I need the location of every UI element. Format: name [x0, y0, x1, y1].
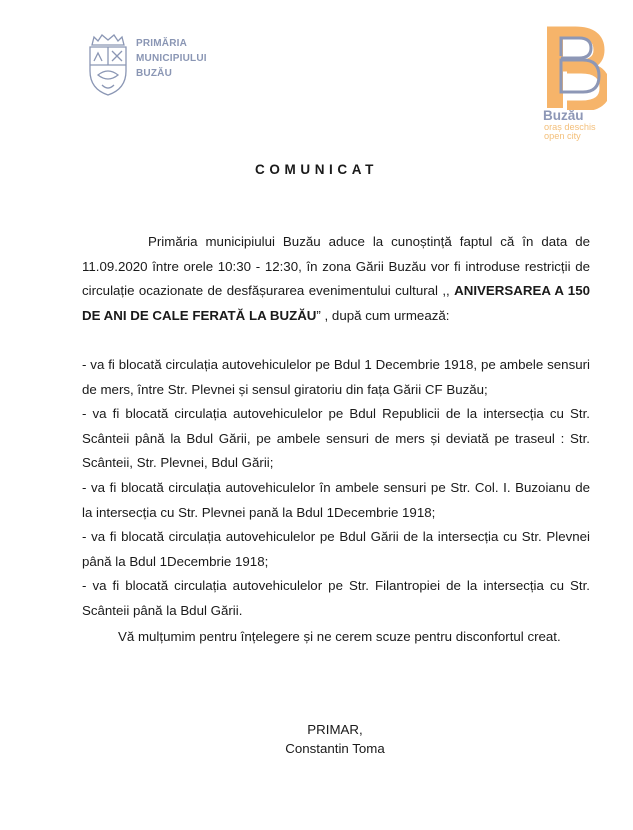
restriction-item: - va fi blocată circulația autovehiculelor pe Str. Filantropiei de la intersecția cu Str. Scânteii până la Bdul Gării. [82, 578, 590, 618]
signature-role: PRIMAR, [307, 722, 363, 737]
restriction-item: - va fi blocată circulația autovehiculelor pe Bdul Gării de la intersecția cu Str. Plevnei până la Bdul 1Decembrie 1918; [82, 529, 590, 569]
restriction-item: - va fi blocată circulația autovehiculelor în ambele sensuri pe Str. Col. I. Buzoianu de la intersecția cu Str. Plevnei pană la Bdul 1Decembrie 1918; [82, 479, 590, 520]
intro-ending: ” , după cum urmează: [316, 307, 450, 323]
signature-block [0, 720, 633, 758]
document-body [82, 230, 590, 646]
restriction-item: - va fi blocată circulația autovehiculelor pe Bdul Republicii de la intersecția cu Str. Scânteii până la Bdul Gării, pe ambele sensuri de mers și deviată pe traseul : Str. Scânteii, Str. Plevnei, Bdul Gării; [82, 406, 590, 471]
institution-line-2: MUNICIPIULUI [136, 53, 207, 64]
institution-line-3: BUZĂU [136, 68, 172, 79]
intro-text: Primăria municipiului Buzău aduce la cunoștință faptul că în data de 11.09.2020 între orele 10:30 - 12:30, în zona Gării Buzău vor fi introduse restricții de circulație ocazionate de desfășurarea evenimentului cultural ,, [82, 234, 590, 299]
signature-name: Constantin Toma [285, 741, 385, 756]
brand-tagline-line-2: open city [544, 131, 581, 141]
brand-name: Buzău [543, 108, 584, 123]
brand-b-icon [541, 26, 607, 110]
event-name: ANIVERSAREA A 150 DE ANI DE CALE FERATĂ LA BUZĂU [82, 283, 590, 323]
restriction-item: - va fi blocată circulația autovehiculelor pe Bdul 1 Decembrie 1918, pe ambele sensuri de mers, între Str. Plevnei și sensul giratoriu din fața Gării CF Buzău; [82, 356, 590, 397]
closing-paragraph: Vă mulțumim pentru înțelegere și ne cerem scuze pentru disconfortul creat. [118, 628, 561, 644]
brand-tagline-line-1: oraș deschis [544, 122, 596, 132]
institution-name [136, 36, 207, 81]
institution-line-1: PRIMĂRIA [136, 38, 188, 49]
document-title: COMUNICAT [255, 162, 378, 177]
buzau-brand-logo [541, 26, 613, 141]
city-crest-icon [84, 31, 132, 99]
intro-paragraph [82, 230, 590, 328]
